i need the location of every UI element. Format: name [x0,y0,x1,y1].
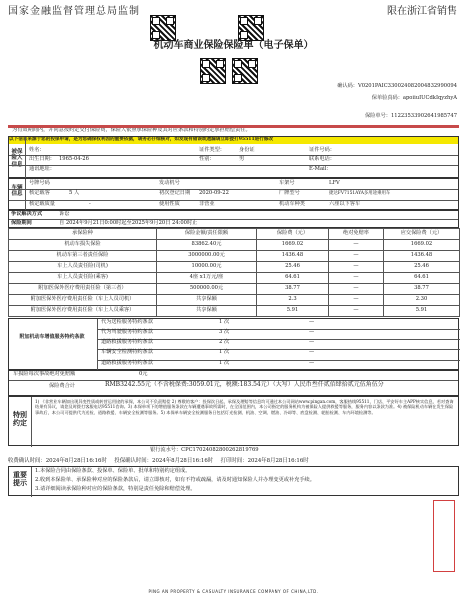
vehicle-label: 车辆信息 [11,185,23,198]
verify-code-label: 确认码： [337,83,358,89]
seats-label: 核定载客 [29,190,50,196]
coverage-header-cell: 保险金额/责任限额 [157,229,257,240]
use-label: 使用性质 [159,201,180,207]
important-item: 1.本保险合同由保险条款、投保单、保险单、批单和特别约定组成。 [35,468,191,474]
premium-section [8,370,459,396]
policy-number-line [365,114,457,120]
coverage-due: 5.91 [384,306,460,317]
coverage-name: 附加医保外医疗费用责任险（车上人员司机） [9,295,157,306]
coverage-premium: 5.91 [257,306,329,317]
coverage-premium: 1436.48 [257,251,329,262]
notice-banner: 以下信息来源于您的投保申请，是为您确保权利因的重要依据，请务必仔细核对，如发现有错误或遗漏请立即拨打95511进行修改 [9,137,458,144]
coverage-row [9,240,460,251]
qr-code-policy [200,58,226,84]
dispute-value: 诉讼 [59,211,70,217]
model-value: 捷达FV7151AYA多用途乘用车 [329,191,391,196]
coverage-premium: 38.77 [257,284,329,295]
frame-value: LFV [329,180,340,186]
coverage-deductible: — [329,284,384,295]
coverage-limit: 共享保额 [157,295,257,306]
coverage-deductible: — [329,251,384,262]
coverage-premium: 1669.02 [257,240,329,251]
coverage-header-cell: 承保险种 [9,229,157,240]
coverage-name: 车上人员责任险(司机) [9,262,157,273]
kind-label: 机动车种类 [279,201,305,207]
services-label: 附加机动车增值服务特约条款 [19,334,85,340]
qr-code-verify [232,58,258,84]
seats-value: 5 人 [69,190,80,196]
dispute-label: 争议解决方式 [11,211,43,217]
antifake-code-label: 保单验真码： [371,95,403,101]
coverage-deductible: — [329,306,384,317]
coverage-limit: 共享保额 [157,306,257,317]
coverage-header-cell: 保险费（元） [257,229,329,240]
seal-stamp [433,500,455,572]
address-label: 通讯地址： [29,166,55,172]
sales-region: 限在浙江省销售 [387,6,457,17]
coverage-name: 车上人员责任险(乘客) [9,273,157,284]
regulator-header: 国家金融监督管理总局监制 [8,6,140,17]
coverage-deductible: — [329,240,384,251]
coverage-row [9,284,460,295]
coverage-due: 2.30 [384,295,460,306]
bank-serial: 银行流水号：CPC17024082800262819769 [150,447,259,453]
qr-code-right [238,15,264,41]
service-count: 1 次 [219,319,230,325]
use-value: 非营业 [199,201,215,207]
coverage-limit: 10000.00元 [157,262,257,273]
coverage-row [9,306,460,317]
period-label: 保险期间 [11,220,32,226]
coverage-limit: 3000000.00元 [157,251,257,262]
company-footer: PING AN PROPERTY & CASUALTY INSURANCE COMPANY OF CHINA,LTD. [148,589,319,594]
services-section [8,318,459,370]
coverage-premium: 2.3 [257,295,329,306]
important-label: 重要提示 [13,470,27,488]
period-value: 自 2024年9月21日0:00时起至2025年9月20日 24:00时止 [59,220,198,226]
coverage-due: 64.61 [384,273,460,284]
model-label: 厂牌型号 [279,190,300,196]
verify-code: V0201PAIC33002408200483299009​4 [357,83,457,89]
service-name: 代为送检服务特约条款 [101,319,153,325]
coverage-row [9,262,460,273]
email-label: E-Mail： [309,166,332,172]
dates-line [8,458,459,464]
policy-number-label: 保险单号： [365,113,391,119]
print-label: 打印时间： [220,458,248,464]
verify-code-line [337,84,457,90]
coverage-header-row [9,229,460,240]
receipt-label: 收费确认时间： [8,458,46,464]
premium-value: RMB3242.55元（不含税保费:3059.01元，税额:183.54元）（大写）人民币叁仟贰佰肆拾贰元伍角伍分 [105,381,384,388]
gender-value: 男 [239,156,245,162]
mass-label: 核定载质量 [29,201,55,207]
premium-label: 保险费合计 [49,383,75,389]
important-item: 3.请详细阅读承保险种对应的保险条款，特别是责任免除和赔偿处理。 [35,486,196,492]
coverage-deductible: — [329,273,384,284]
coverage-table [8,228,460,317]
claims-value: 0元 [139,371,148,377]
intro-text: 为有效期间内，并同意按约定交付保险费，保险人依照承保险种及其对应条款和特别约定承担赔偿责任。 [12,128,251,133]
document-title: 机动车商业保险保险单（电子保单） [153,40,314,51]
coverage-deductible: — [329,295,384,306]
reg-date-value: 2020-09-22 [199,190,229,196]
name-label: 姓名： [29,147,45,153]
coverage-premium: 25.46 [257,262,329,273]
birth-label: 出生日期： [29,156,55,162]
service-dash: — [309,339,315,345]
issue-value: 2024年8月28日16:16时 [152,458,214,464]
cert-type-label: 证件类型： [199,147,225,153]
coverage-deductible: — [329,262,384,273]
insured-section [8,136,459,178]
important-item: 2.收到本保险单、承保险种对应的保险条款后，请立即核对，如有不符或疏漏，请及时通知保险人并办理变更或补充手续。 [35,477,315,483]
coverage-due: 25.46 [384,262,460,273]
coverage-row [9,251,460,262]
coverage-limit: 83862.40元 [157,240,257,251]
special-text: 1) 《非营业车辆如出现异变性质或转营运用途的承保，本公司不负责赔偿 2) 尊敬的客户：投保次日起，承保及理赔等信息均可通过本公司网站www.pingan.com，客服热线95511，门店、平安好车主APP核实信息，若对查询结果有异议，请您及时拨打客服电话95511咨询。3) 本保单项下的增值服务条款在车辆遭遇事故所需时，在全国范围内，本公司指定的服务机构为被保险人提供救援等服务，服务内容以条款为准。4) 被保险机动车辆在发生保险事故后，本公司可提供代为送检、道路救援、车辆安全检测等服务。5) 本保单车辆安全检测服务日包括灯光检测、机油、空调、燃油、冷却等、底盘检测、轮胎检测、车内环境检测等。 [35,399,454,415]
terms-section [8,210,459,228]
qr-code-left [150,15,176,41]
coverage-limit: 4座 x1万元/座 [157,273,257,284]
service-count: 2 次 [219,339,230,345]
service-name: 车辆安全检测特约条款 [101,349,153,355]
special-section [8,396,459,446]
cert-type-value: 身份证 [239,147,255,153]
coverage-limit: 500000.00元 [157,284,257,295]
coverage-due: 1669.02 [384,240,460,251]
cert-no-label: 证件号码： [309,147,335,153]
coverage-header-cell: 应交保险费（元） [384,229,460,240]
service-dash: — [309,360,315,366]
reg-date-label: 初次登记日期 [159,190,191,196]
coverage-name: 机动车损失保险 [9,240,157,251]
plate-label: 号牌号码 [29,180,50,186]
service-count: 1 次 [219,349,230,355]
issue-label: 投保确认时间： [114,458,153,464]
vin-label: 发动机号 [159,180,180,186]
coverage-row [9,273,460,284]
service-dash: — [309,349,315,355]
coverage-name: 附加医保外医疗费用责任险（车上人员乘客） [9,306,157,317]
service-name: 道路救援服务特约条款 [101,339,153,345]
phone-label: 联系电话： [309,156,335,162]
important-section [8,466,459,496]
antifake-code-line [372,96,457,102]
vehicle-section [8,178,459,210]
kind-value: 六座以下客车 [329,201,361,207]
service-name: 代为驾驶服务特约条款 [101,329,153,335]
birth-value: 1965-04-26 [59,156,89,162]
service-count: 1 次 [219,360,230,366]
mass-value: - [89,201,91,207]
coverage-name: 附加医保外医疗费用责任险（第三者） [9,284,157,295]
service-count: 3 次 [219,329,230,335]
print-value: 2024年8月28日16:16时 [247,458,309,464]
antifake-code: apoiiuIUCdkIqyzhyA [402,95,457,101]
coverage-due: 38.77 [384,284,460,295]
service-dash: — [309,319,315,325]
service-name: 道路救援服务特约条款 [101,360,153,366]
claims-label: 车损险每次事故绝对免赔额 [13,371,76,377]
coverage-premium: 64.61 [257,273,329,284]
frame-label: 车架号 [279,180,295,186]
gender-label: 性别： [199,156,215,162]
service-dash: — [309,329,315,335]
policy-number: 11223533902641985747 [390,113,457,119]
special-label: 特别约定 [13,410,27,428]
coverage-due: 1436.48 [384,251,460,262]
coverage-header-cell: 绝对免赔率 [329,229,384,240]
receipt-value: 2024年8月28日16:16时 [45,458,107,464]
coverage-name: 机动车第三者责任保险 [9,251,157,262]
insured-label: 被保险人信息 [11,149,23,168]
coverage-row [9,295,460,306]
